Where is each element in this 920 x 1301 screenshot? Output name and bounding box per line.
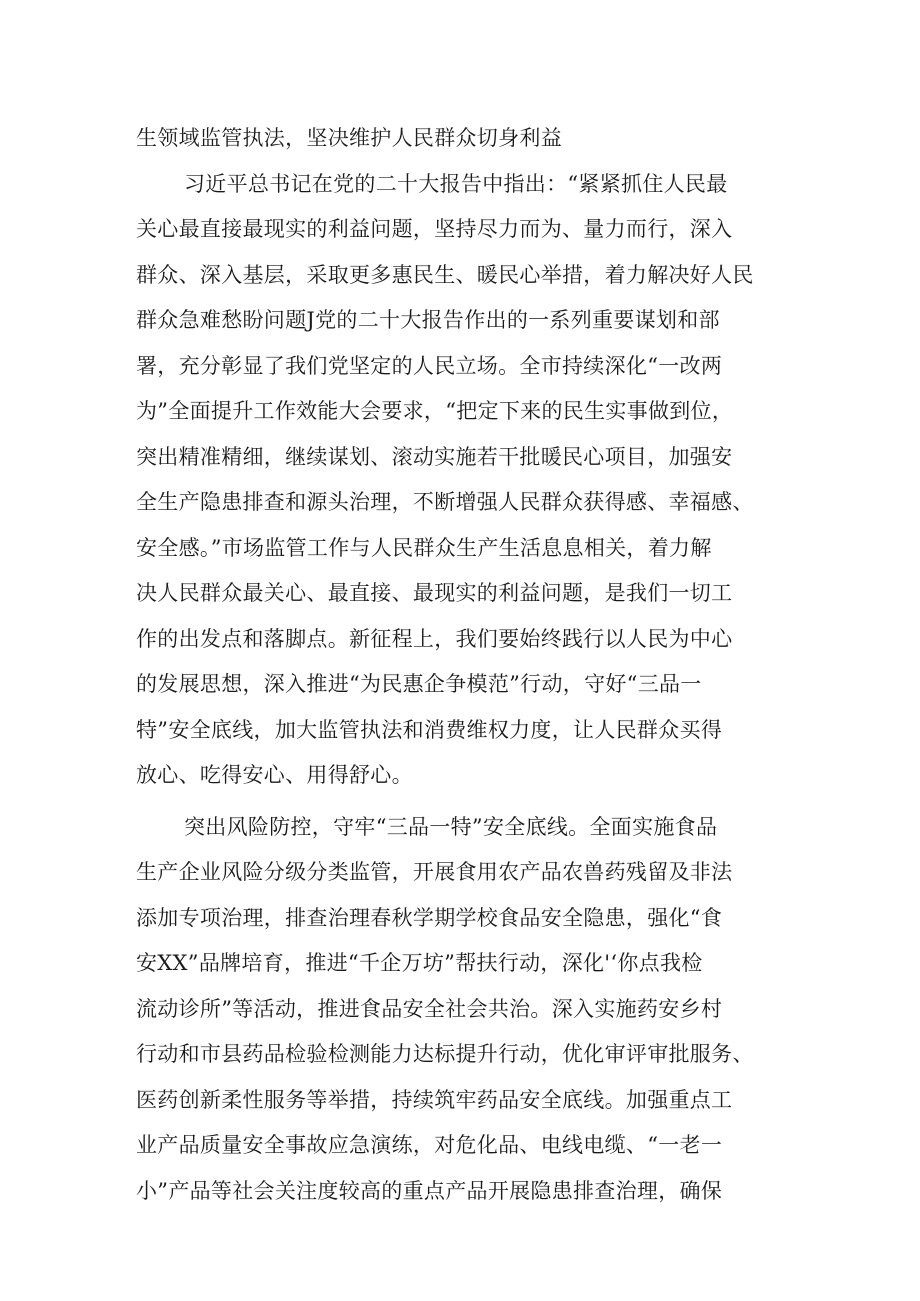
text-line: 突出精准精细，继续谋划、滚动实施若干批暖民心项目，加强安	[136, 444, 733, 469]
text-line: 医药创新柔性服务等举措，持续筑牢药品安全底线。加强重点工	[136, 1087, 733, 1112]
text-line: 为”全面提升工作效能大会要求，“把定下来的民生实事做到位，	[136, 399, 734, 423]
text-line: 突出风险防控，守牢“三品一特”安全底线。全面实施食品	[184, 814, 718, 839]
text-line: 行动和市县药品检验检测能力达标提升行动，优化审评审批服务、	[136, 1042, 754, 1066]
paragraph-2	[136, 805, 796, 1215]
text-line: 署，充分彰显了我们党坚定的人民立场。全市持续深化“一改两	[136, 353, 723, 378]
text-line: 业产品质量安全事故应急演练，对危化品、电线电缆、“一老一	[136, 1133, 723, 1157]
text-line: 决人民群众最关心、最直接、最现实的利益问题，是我们一切工	[136, 581, 733, 605]
text-line: 全生产隐患排查和源头治理，不断增强人民群众获得感、幸福感、	[136, 490, 754, 514]
text-line: 添加专项治理，排查治理春秋学期学校食品安全隐患，强化“食	[136, 905, 723, 930]
heading-fragment: 生领域监管执法，坚决维护人民群众切身利益	[136, 126, 562, 150]
text-line: 安全感。”市场监管工作与人民群众生产生活息息相关，着力解	[136, 535, 712, 560]
text-line: 的发展思想，深入推进“为民惠企争模范”行动，守好“三品一	[136, 672, 702, 696]
text-line: 流动诊所”等活动，推进食品安全社会共治。深入实施药安乡村	[136, 996, 723, 1021]
text-line: 安XX”品牌培育，推进“千企万坊”帮扶行动，深化'‘你点我检	[136, 951, 703, 975]
paragraph-1	[136, 162, 796, 799]
text-line: 习近平总书记在党的二十大报告中指出：“紧紧抓住人民最	[184, 171, 728, 196]
text-line: 小”产品等社会关注度较高的重点产品开展隐患排查治理，确保	[136, 1178, 723, 1203]
document-body	[136, 116, 796, 1214]
text-line: 特”安全底线，加大监管执法和消费维权力度，让人民群众买得	[136, 717, 723, 742]
text-line: 关心最直接最现实的利益问题，坚持尽力而为、量力而行，深入	[136, 217, 733, 241]
text-line: 群众、深入基层，采取更多惠民生、暖民心举措，着力解决好人民	[136, 262, 754, 287]
text-line: 作的出发点和落脚点。新征程上，我们要始终践行以人民为中心	[136, 626, 733, 651]
text-line: 放心、吃得安心、用得舒心。	[136, 763, 413, 787]
text-line: 群众急难愁盼问题J党的二十大报告作出的一系列重要谋划和部	[136, 308, 720, 332]
text-line: 生产企业风险分级分类监管，开展食用农产品农兽药残留及非法	[136, 860, 733, 884]
